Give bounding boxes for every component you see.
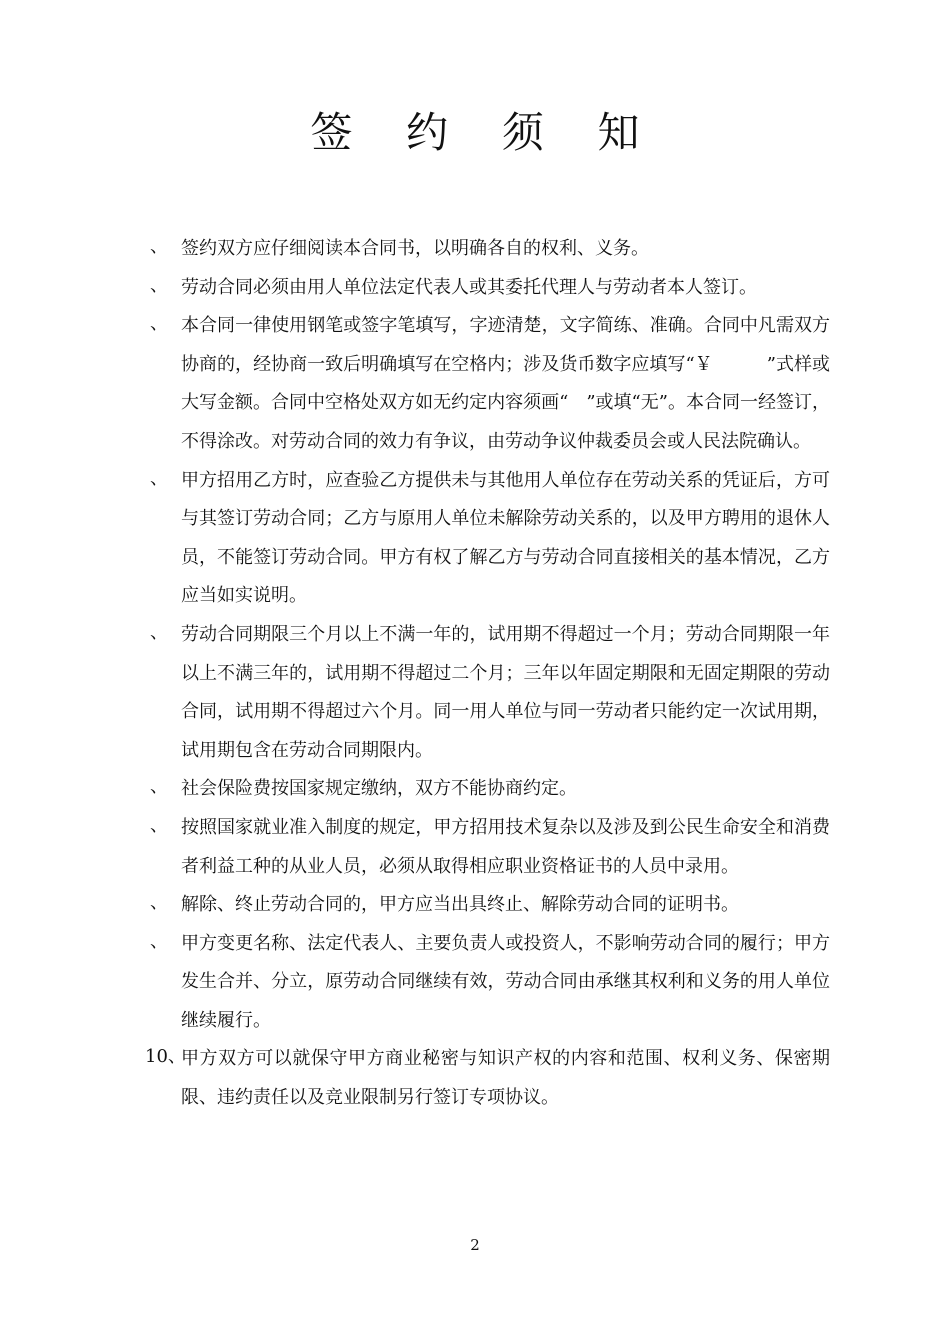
list-item xyxy=(150,809,830,886)
item-text: 按照国家就业准入制度的规定，甲方招用技术复杂以及涉及到公民生命安全和消费者利益工种的从业人员，必须从取得相应职业资格证书的人员中录用。 xyxy=(181,816,830,877)
list-item xyxy=(150,886,830,925)
page-number: 2 xyxy=(470,1236,480,1254)
item-marker: 、 xyxy=(150,313,168,335)
item-text: 劳动合同期限三个月以上不满一年的，试用期不得超过一个月；劳动合同期限一年以上不满三年的，试用期不得超过二个月；三年以年固定期限和无固定期限的劳动合同，试用期不得超过六个月。同一用人单位与同一劳动者只能约定一次试用期，试用期包含在劳动合同期限内。 xyxy=(181,623,830,761)
item-text: 甲方双方可以就保守甲方商业秘密与知识产权的内容和范围、权利义务、保密期限、违约责任以及竞业限制另行签订专项协议。 xyxy=(181,1048,830,1109)
item-text: 社会保险费按国家规定缴纳，双方不能协商约定。 xyxy=(181,778,577,800)
item-marker: 、 xyxy=(150,776,168,798)
list-item xyxy=(150,307,830,461)
list-item xyxy=(150,770,830,809)
list-item xyxy=(150,269,830,308)
item-marker: 、 xyxy=(150,621,168,643)
item-text: 签约双方应仔细阅读本合同书，以明确各自的权利、义务。 xyxy=(181,238,649,259)
item-text: 甲方变更名称、法定代表人、主要负责人或投资人，不影响劳动合同的履行；甲方发生合并、分立，原劳动合同继续有效，劳动合同由承继其权利和义务的用人单位继续履行。 xyxy=(181,932,830,1031)
item-marker: 、 xyxy=(150,814,168,836)
item-text: 甲方招用乙方时，应查验乙方提供未与其他用人单位存在劳动关系的凭证后，方可与其签订劳动合同；乙方与原用人单位未解除劳动关系的，以及甲方聘用的退休人员，不能签订劳动合同。甲方有权了解乙方与劳动合同直接相关的基本情况，乙方应当如实说明。 xyxy=(181,469,830,607)
notice-list xyxy=(145,230,830,1118)
list-item xyxy=(150,230,830,269)
item-marker: 、 xyxy=(150,274,168,296)
page-title: 签 约 须 知 xyxy=(310,108,660,157)
item-text: 解除、终止劳动合同的，甲方应当出具终止、解除劳动合同的证明书。 xyxy=(181,894,739,916)
item-text: 本合同一律使用钢笔或签字笔填写，字迹清楚，文字简练、准确。合同中凡需双方协商的，经协商一致后明确填写在空格内；涉及货币数字应填写“￥ ”式样或大写金额。合同中空格处双方如无约定内容须画“ ”或填“无”。本合同一经签订，不得涂改。对劳动合同的效力有争议，由劳动争议仲裁委员会或人民法院确认。 xyxy=(181,315,830,452)
item-marker: 10、 xyxy=(145,1046,186,1068)
item-text: 劳动合同必须由用人单位法定代表人或其委托代理人与劳动者本人签订。 xyxy=(181,276,757,298)
item-marker: 、 xyxy=(150,236,168,257)
list-item xyxy=(150,462,830,616)
item-marker: 、 xyxy=(150,467,168,489)
list-item xyxy=(150,925,830,1041)
item-marker: 、 xyxy=(150,892,168,914)
item-marker: 、 xyxy=(150,930,168,952)
list-item xyxy=(150,616,830,770)
list-item xyxy=(145,1040,830,1117)
